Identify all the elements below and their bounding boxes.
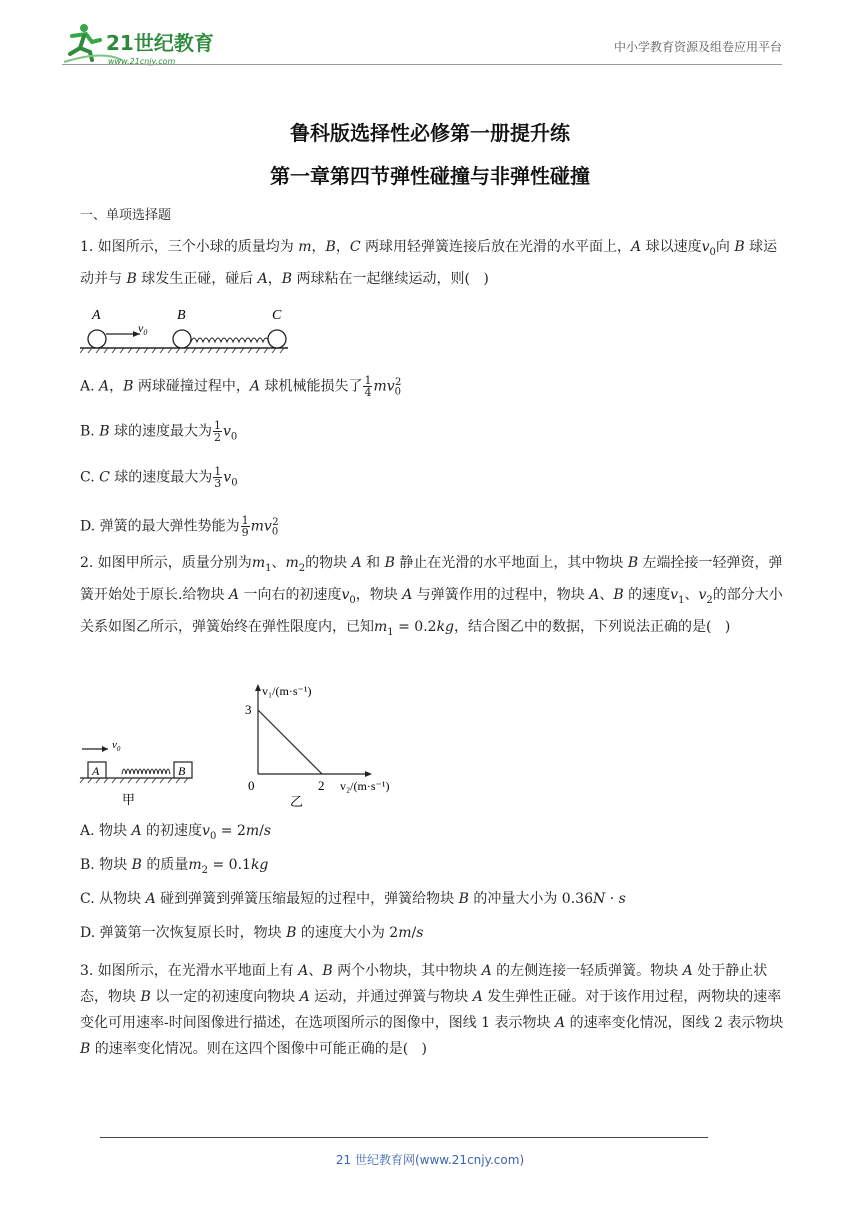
spring <box>191 338 269 342</box>
q2-option-c[interactable]: C. 从物块 A 碰到弹簧到弹簧压缩最短的过程中，弹簧给物块 B 的冲量大小为 0.36N · s <box>80 891 626 907</box>
question-2-text: 2. 如图甲所示，质量分别为$m_1$、$m_2$的物块 A 和 B 静止在光滑的水平地面上，其中物块 B 左端拴接一轻弹资，弹簧开始处于原长.给物块 A 一向右的初速度$v_0$，物块 A 与弹簧作用的过程中，物块 A、B 的速度$v_1$、$v_2$的部分大小关系如图乙所示，弹簧始终在弹性限度内，已知$m_1 = 0.2kg$，结合图乙中的数据，下列说法正确的是( ) <box>80 555 783 638</box>
page-subtitle: 第一章第四节弹性碰撞与非弹性碰撞 <box>270 164 590 188</box>
ball-b <box>173 330 191 348</box>
v1-v2-line <box>258 710 322 774</box>
footer-divider <box>100 1137 708 1138</box>
q1-option-d[interactable]: D. 弹簧的最大弹性势能为 $\frac{1}{9}$ $mv_0^2$ <box>80 514 279 540</box>
q2-figure-jia <box>78 738 198 808</box>
q1-figure <box>80 304 290 354</box>
q1-option-b[interactable]: B. B 球的速度最大为 $\frac{1}{2}$ $v_0$ <box>80 419 238 444</box>
platform-name: 中小学教育资源及组卷应用平台 <box>613 40 782 54</box>
q2-figure-yi <box>240 680 410 810</box>
q2-option-b[interactable]: B. 物块 B 的质量$m_2 = 0.1kg$ <box>80 857 269 876</box>
q1-option-c[interactable]: C. C 球的速度最大为 $\frac{1}{3}$ $v_0$ <box>80 465 238 490</box>
q2-option-a[interactable]: A. 物块 A 的初速度$v_0 = 2m/s$ <box>80 823 272 842</box>
label-v0: $v_0$ <box>138 321 148 337</box>
q1-option-a[interactable]: A. A，B 两球碰撞过程中，A 球机械能损失了 $\frac{1}{4}$ $mv_0^2$ <box>80 374 402 400</box>
label-v0: $v_0$ <box>112 739 121 753</box>
label-a: A <box>92 764 100 778</box>
x-tick: 2 <box>318 778 325 793</box>
spring <box>122 769 170 774</box>
y-tick: 3 <box>245 702 252 717</box>
origin-label: 0 <box>248 778 255 793</box>
x-axis-label: v₂/(m·s⁻¹) <box>340 779 390 793</box>
y-axis-label: v₁/(m·s⁻¹) <box>262 684 312 698</box>
logo <box>62 20 232 68</box>
figure-label-jia: 甲 <box>122 793 136 808</box>
header-divider <box>62 64 782 65</box>
figure-label-yi: 乙 <box>290 795 304 810</box>
q2-option-d[interactable]: D. 弹簧第一次恢复原长时，物块 B 的速度大小为 2m/s <box>80 925 424 941</box>
page-title: 鲁科版选择性必修第一册提升练 <box>290 121 570 145</box>
section-heading: 一、单项选择题 <box>80 208 172 223</box>
question-3-text: 3. 如图所示，在光滑水平地面上有 A、B 两个小物块，其中物块 A 的左侧连接一轻质弹簧。物块 A 处于静止状态，物块 B 以一定的初速度向物块 A 运动，并通过弹簧与物块 A 发生弹性正碰。对于该作用过程，两物块的速率变化可用速率-时间图像进行描述，在选项图所示的图像中，图线 1 表示物块 A 的速率变化情况，图线 2 表示物块 B 的速率变化情况。则在这四个图像中可能正确的是( ) <box>80 963 784 1057</box>
label-c: C <box>272 308 282 323</box>
runner-logo-icon <box>62 20 232 68</box>
logo-url: www.21cnjy.com <box>108 57 176 66</box>
question-1-text: 1. 如图所示，三个小球的质量均为 m，B，C 两球用轻弹簧连接后放在光滑的水平面上，A 球以速度$v_0$向 B 球运动并与 B 球发生正碰，碰后 A，B 两球粘在一起继续运动，则( ) <box>80 239 778 287</box>
label-a: A <box>92 308 101 323</box>
label-b: B <box>178 764 186 778</box>
ball-c <box>268 330 286 348</box>
footer-link[interactable]: 21 世纪教育网(www.21cnjy.com) <box>335 1153 525 1167</box>
label-b: B <box>177 308 186 323</box>
logo-text: 21世纪教育 <box>106 31 214 55</box>
ball-a <box>88 330 106 348</box>
